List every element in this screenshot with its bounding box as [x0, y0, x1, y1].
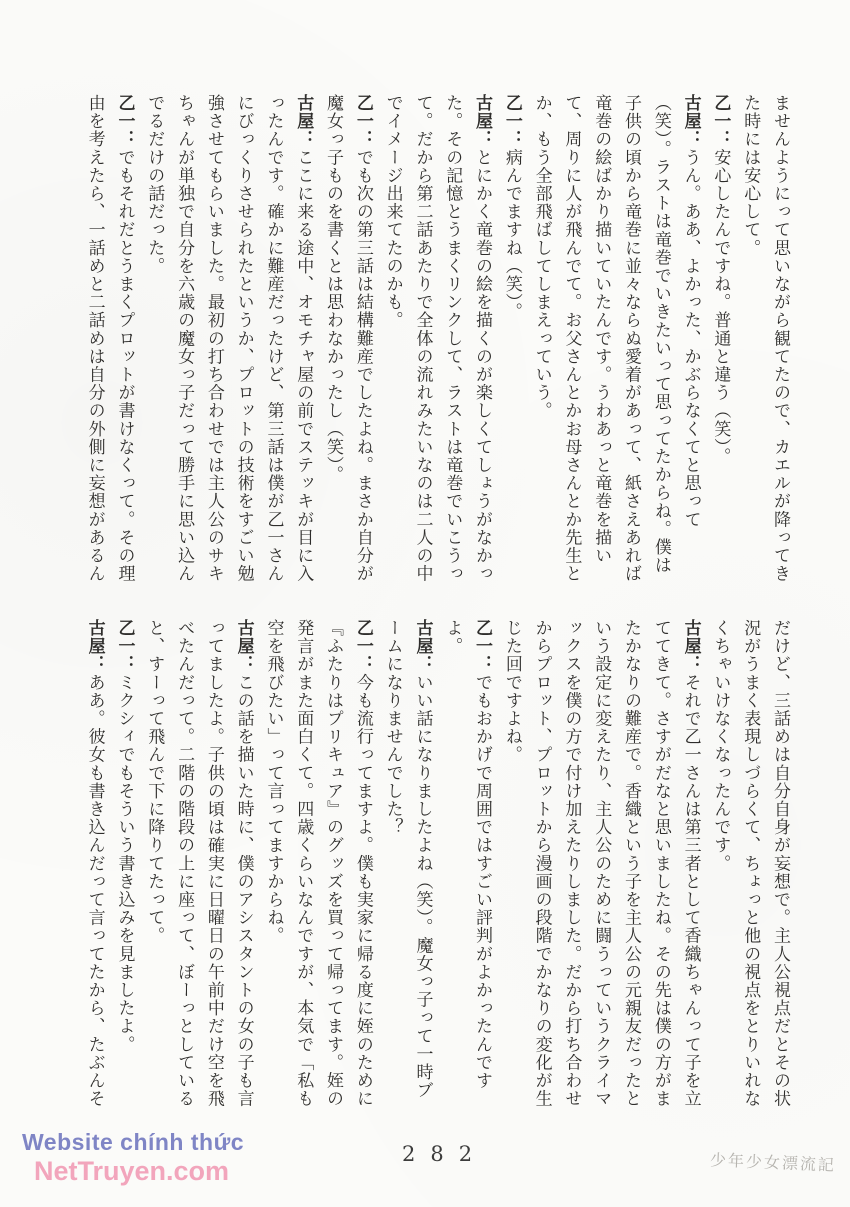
speaker-label: 乙一： [352, 94, 373, 149]
paragraph-text: だけど、三話めは自分自身が妄想で。主人公視点だとその状況がうまく表現しづらくて、ちょっと他の視点をとりいれなくちゃいけなくなったんです。 [710, 619, 790, 1108]
paragraph-text: いい話になりましたよね（笑）。魔女っ子って一時ブームになりませんでした？ [382, 619, 433, 1100]
site-watermark [22, 1130, 244, 1187]
paragraph-text: でもそれだとうまくプロットが書けなくって。その理由を考えたら、一話めと二話めは自分の外側に妄想があるん [84, 94, 135, 583]
text-block-top [52, 94, 794, 586]
speaker-label: 乙一： [114, 619, 135, 674]
paragraph [377, 94, 496, 586]
paragraph [436, 619, 496, 1111]
speaker-label: 乙一： [352, 619, 373, 674]
paragraph-text: でも次の第三話は結構難産でしたよね。まさか自分が魔女っ子ものを書くとは思わなかったし（笑）。 [323, 94, 373, 583]
paragraph-text: ませんようにって思いながら観てたので、カエルが降ってきた時には安心して。 [740, 94, 790, 583]
paragraph [705, 619, 794, 1111]
paragraph-text: とにかく竜巻の絵を描くのが楽しくてしょうがなかった。その記憶とうまくリンクして、ラストは竜巻でいこうって。だから第二話あたりで全体の流れみたいなのは二人の中でイメージ出来てたのかも。 [382, 94, 493, 583]
paragraph-text: ここに来る途中、オモチャ屋の前でステッキが目に入ったんです。確かに難産だったけど、第三話は僕が乙一さんにびっくりさせられたというか、プロットの技術をすごい勉強させてもらいました。最初の打ち合わせでは主人公のサキちゃんが単独で自分を六歳の魔女っ子だって勝手に思い込んでるだけの話だった。 [144, 94, 314, 583]
speaker-label: 古屋： [472, 94, 493, 149]
watermark-line1: Website chính thức [22, 1129, 245, 1155]
speaker-label: 古屋： [680, 94, 701, 149]
paragraph-text: ああ。彼女も書き込んだって言ってたから、たぶんそ [84, 673, 105, 1108]
paragraph-text: 病んでますね（笑）。 [501, 148, 522, 321]
paragraph-text: この話を描いた時に、僕のアシスタントの女の子も言ってましたよ。子供の頃は確実に日曜日の午前中だけ空を飛べたんだって。二階の階段の上に座って、ぼーっとしていると、すーって飛んで下に降りてたって。 [144, 619, 254, 1108]
speaker-label: 乙一： [114, 94, 135, 149]
speaker-label: 古屋： [84, 619, 105, 674]
paragraph [258, 619, 377, 1111]
book-title: 少年少女漂流記 [709, 1150, 837, 1175]
speaker-label: 乙一： [501, 94, 522, 149]
speaker-label: 乙一： [710, 94, 731, 149]
paragraph-text: それで乙一さんは第三者として香織ちゃんって子を立ててきて。さすがだなと思いましたね。その先は僕の方がまたかなりの難産で。香織という子を主人公の元親友だったという設定に変えたり、主人公のために闘うっていうクライマックスを僕の方で付け加えたりしました。だから打ち合わせからプロット、プロットから漫画の段階でかなりの変化が生じた回ですよね。 [501, 619, 701, 1108]
paragraph [79, 619, 109, 1111]
paragraph [734, 94, 794, 586]
paragraph [79, 94, 139, 586]
speaker-label: 乙一： [472, 619, 493, 674]
paragraph [496, 94, 526, 586]
paragraph-text: 安心したんですね。普通と違う（笑）。 [710, 148, 731, 466]
paragraph-text: うん。ああ、よかった、かぶらなくてと思って（笑）。ラストは竜巻でいきたいって思ってたからね。僕は子供の頃から竜巻に並々ならぬ愛着があって、紙さえあれば竜巻の絵ばかり描いていたんです。うわあっと竜巻を描いて、周りに人が飛んでて。お父さんとかお母さんとか先生とか、もう全部飛ばしてしまえっていう。 [531, 94, 701, 583]
speaker-label: 古屋： [412, 619, 433, 674]
paragraph [496, 619, 705, 1111]
paragraph-text: 今も流行ってますよ。僕も実家に帰る度に姪のために『ふたりはプリキュア』のグッズを買って帰ってます。姪の発言がまた面白くて。四歳くらいなんですが、本気で「私も空を飛びたい」って言ってますからね。 [263, 619, 373, 1108]
paragraph [138, 94, 317, 586]
paragraph [526, 94, 705, 586]
paragraph [109, 619, 139, 1111]
paragraph [705, 94, 735, 586]
paragraph-text: でもおかげで周囲ではすごい評判がよかったんですよ。 [442, 619, 493, 1090]
page-number: 282 [402, 1142, 488, 1166]
paragraph [377, 619, 437, 1111]
speaker-label: 古屋： [680, 619, 701, 674]
text-block-bottom [52, 619, 794, 1111]
watermark-line2: NetTruyen.com [34, 1156, 230, 1187]
speaker-label: 古屋： [293, 94, 314, 149]
paragraph-text: ミクシィでもそういう書き込みを見ましたよ。 [114, 673, 135, 1054]
speaker-label: 古屋： [233, 619, 254, 674]
paragraph [138, 619, 257, 1111]
paragraph [317, 94, 377, 586]
